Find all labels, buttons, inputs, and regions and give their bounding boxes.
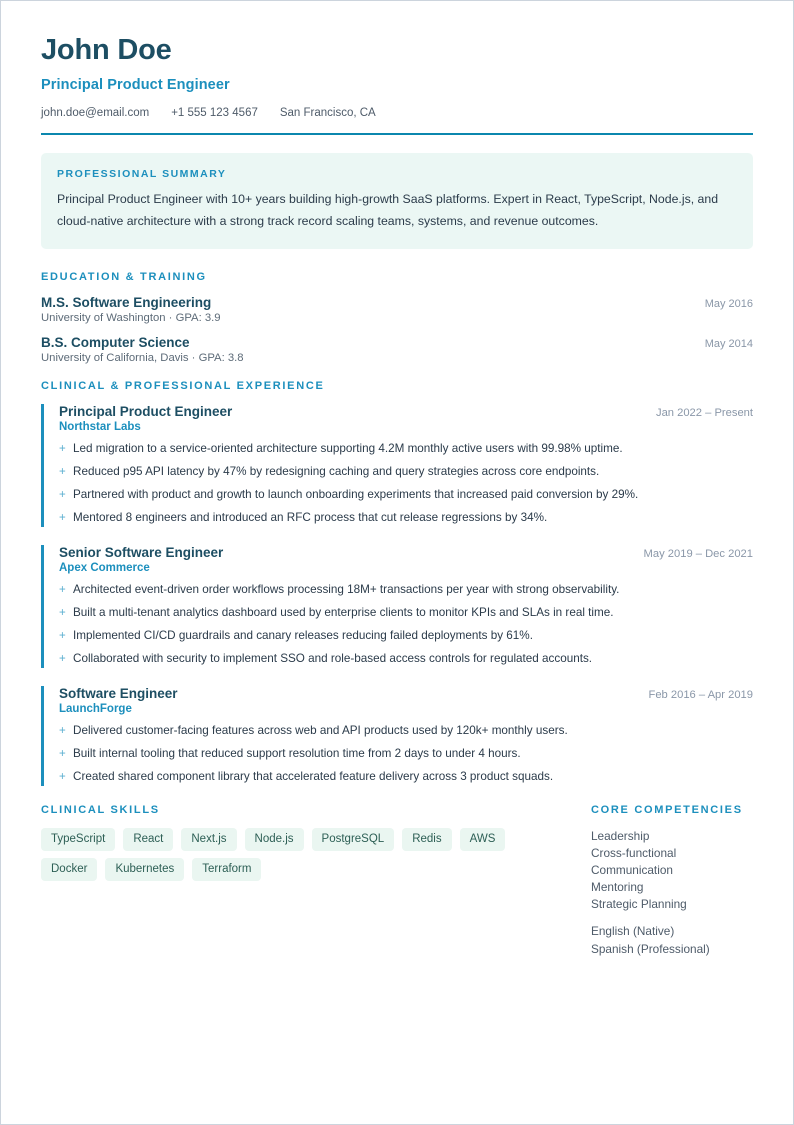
language-item: English (Native) (591, 924, 675, 939)
experience-bullet (59, 510, 753, 527)
competencies-heading: CORE COMPETENCIES (591, 803, 743, 816)
plus-icon: + (59, 489, 66, 502)
plus-icon: + (59, 606, 66, 619)
skills-section (41, 804, 561, 959)
education-meta: University of California, Davis · GPA: 3.8 (41, 352, 244, 365)
education-meta: University of Washington · GPA: 3.9 (41, 312, 221, 325)
header-divider (41, 133, 753, 136)
experience-company: Apex Commerce (59, 562, 150, 575)
experience-item (41, 686, 753, 786)
plus-icon: + (59, 770, 66, 783)
skill-chip: Terraform (192, 858, 261, 881)
plus-icon: + (59, 443, 66, 456)
skill-chip: React (123, 828, 173, 851)
competency-item: Strategic Planning (591, 897, 687, 912)
bullet-text: Delivered customer-facing features across web and API products used by 120k+ monthly users. (73, 723, 568, 737)
experience-item (41, 545, 753, 668)
education-section (41, 271, 753, 364)
bullet-text: Collaborated with security to implement SSO and role-based access controls for regulated accounts. (73, 651, 593, 665)
education-heading: EDUCATION & TRAINING (41, 271, 207, 284)
plus-icon: + (59, 466, 66, 479)
contact-location: San Francisco, CA (279, 106, 376, 119)
experience-heading: CLINICAL & PROFESSIONAL EXPERIENCE (41, 380, 325, 393)
skills-chip-list (41, 828, 561, 881)
experience-bullet (59, 769, 753, 786)
bullet-text: Built internal tooling that reduced support resolution time from 2 days to under 4 hours. (73, 746, 521, 760)
footer-columns (41, 804, 753, 959)
summary-text: Principal Product Engineer with 10+ years building high-growth SaaS platforms. Expert in React, TypeScript, Node.js, and cloud-native architecture with a strong track record scaling teams, systems, and revenue outcomes. (57, 192, 719, 229)
bullet-text: Mentored 8 engineers and introduced an RFC process that cut release regressions by 34%. (73, 511, 548, 525)
plus-icon: + (59, 629, 66, 642)
experience-item (41, 404, 753, 527)
experience-date: May 2019 – Dec 2021 (643, 548, 753, 561)
experience-company: LaunchForge (59, 702, 132, 715)
plus-icon: + (59, 512, 66, 525)
bullet-text: Architected event-driven order workflows processing 18M+ transactions per year with strong observability. (73, 583, 620, 597)
experience-section (41, 380, 753, 786)
contact-email[interactable]: john.doe@email.com (41, 106, 150, 119)
language-item: Spanish (Professional) (591, 941, 710, 956)
plus-icon: + (59, 747, 66, 760)
candidate-name: John Doe (41, 34, 172, 66)
competencies-section (591, 804, 753, 959)
plus-icon: + (59, 724, 66, 737)
skill-chip: Next.js (181, 828, 236, 851)
experience-role: Software Engineer (59, 685, 178, 701)
experience-company: Northstar Labs (59, 421, 141, 434)
languages-list (591, 923, 753, 958)
resume-header (41, 35, 753, 135)
skills-heading: CLINICAL SKILLS (41, 803, 160, 816)
experience-date: Jan 2022 – Present (655, 407, 753, 420)
experience-bullet (59, 628, 753, 645)
bullet-text: Partnered with product and growth to launch onboarding experiments that increased paid conversion by 29%. (73, 488, 639, 502)
plus-icon: + (59, 584, 66, 597)
experience-bullet (59, 582, 753, 599)
experience-bullet (59, 464, 753, 481)
experience-role: Principal Product Engineer (59, 404, 233, 420)
contact-info (41, 107, 753, 119)
education-degree: B.S. Computer Science (41, 335, 190, 351)
professional-summary-section (41, 153, 753, 249)
bullet-text: Created shared component library that accelerated feature delivery across 3 product squads. (73, 769, 554, 783)
candidate-headline: Principal Product Engineer (41, 76, 230, 93)
education-item (41, 335, 753, 364)
competencies-list (591, 828, 753, 913)
summary-heading: PROFESSIONAL SUMMARY (57, 168, 227, 181)
bullet-text: Reduced p95 API latency by 47% by redesigning caching and query strategies across core endpoints. (73, 465, 600, 479)
bullet-text: Implemented CI/CD guardrails and canary releases reducing failed deployments by 61%. (73, 628, 533, 642)
skill-chip: Node.js (245, 828, 304, 851)
plus-icon: + (59, 652, 66, 665)
skill-chip: TypeScript (41, 828, 115, 851)
experience-bullet (59, 723, 753, 740)
skill-chip: Docker (41, 858, 97, 881)
bullet-text: Led migration to a service-oriented architecture supporting 4.2M monthly active users with 99.98% uptime. (73, 442, 623, 456)
competency-item: Cross-functional Communication (591, 845, 677, 877)
experience-bullet (59, 651, 753, 668)
experience-date: Feb 2016 – Apr 2019 (648, 688, 753, 701)
education-date: May 2016 (704, 298, 753, 311)
experience-bullet (59, 441, 753, 458)
competency-item: Mentoring (591, 880, 644, 895)
experience-bullet (59, 605, 753, 622)
skill-chip: Redis (402, 828, 451, 851)
skill-chip: PostgreSQL (312, 828, 395, 851)
experience-bullet (59, 487, 753, 504)
experience-role: Senior Software Engineer (59, 545, 224, 561)
skill-chip: AWS (460, 828, 506, 851)
education-item (41, 295, 753, 324)
contact-phone[interactable]: +1 555 123 4567 (171, 106, 258, 119)
education-degree: M.S. Software Engineering (41, 295, 212, 311)
skill-chip: Kubernetes (105, 858, 184, 881)
competency-item: Leadership (591, 828, 650, 843)
experience-bullet (59, 746, 753, 763)
education-date: May 2014 (704, 338, 753, 351)
bullet-text: Built a multi-tenant analytics dashboard used by enterprise clients to monitor KPIs and SLAs in real time. (73, 605, 614, 619)
